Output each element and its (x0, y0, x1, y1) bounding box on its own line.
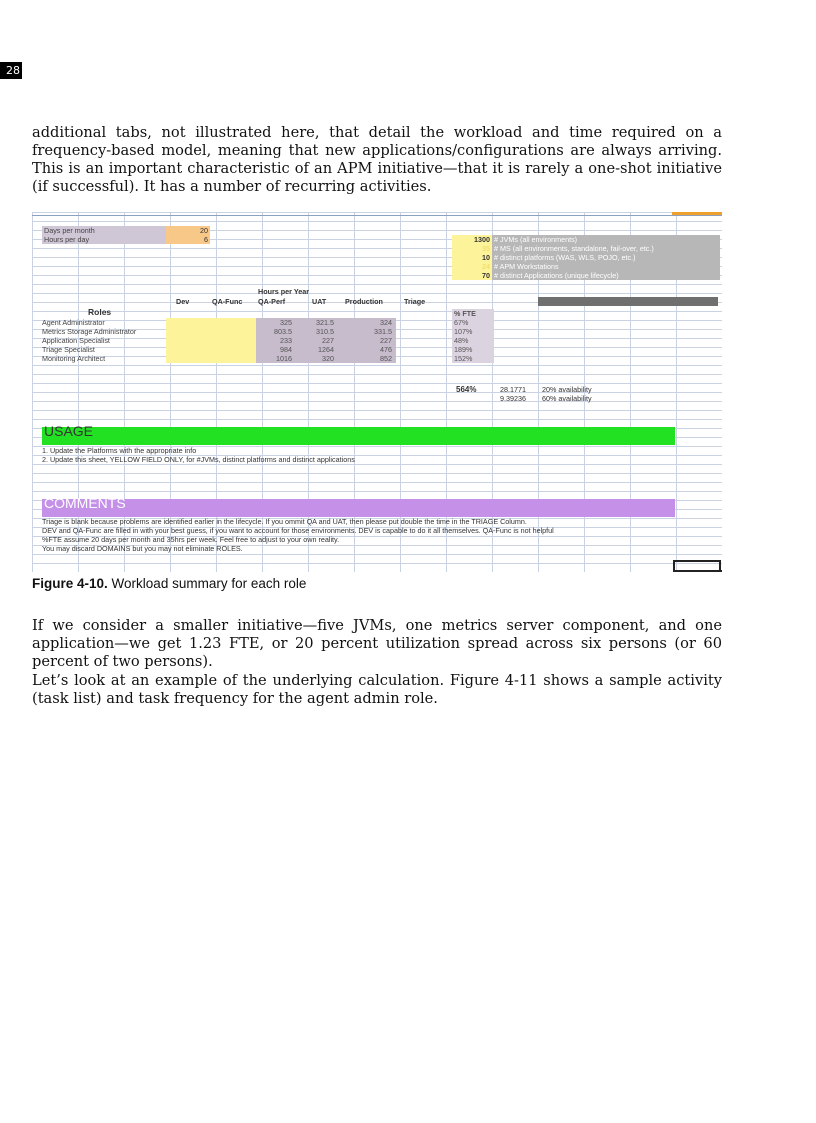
figure-caption-text: Workload summary for each role (111, 576, 307, 591)
column-header: QA-Func (212, 297, 243, 306)
header-dark-bar (538, 297, 718, 306)
figure-caption-label: Figure 4-10. (32, 576, 108, 591)
count-value[interactable]: 24 (452, 262, 492, 271)
fte-percent: 189% (452, 345, 494, 354)
count-label: # distinct Applications (unique lifecycle) (492, 271, 720, 280)
comments-section-header: COMMENTS (42, 499, 675, 517)
roles-header: Roles (88, 307, 112, 317)
count-label: # APM Workstations (492, 262, 720, 271)
usage-section-header: USAGE (42, 427, 675, 445)
figure-caption (32, 576, 306, 591)
production-hours: 852 (350, 354, 392, 363)
param-value[interactable]: 20 (166, 226, 210, 235)
usage-line: 1. Update the Platforms with the appropriate info (42, 446, 197, 455)
column-header: Production (345, 297, 383, 306)
uat-hours: 320 (294, 354, 334, 363)
usage-line: 2. Update this sheet, YELLOW FIELD ONLY, for #JVMs, distinct platforms and distinct applications (42, 455, 355, 464)
count-value[interactable]: 70 (452, 271, 492, 280)
availability-label: 20% availability (542, 385, 592, 394)
role-name: Agent Administrator (42, 318, 105, 327)
comment-line: You may discard DOMAINS but you may not eliminate ROLES. (42, 544, 243, 553)
count-label: # distinct platforms (WAS, WLS, POJO, etc.) (492, 253, 720, 262)
column-header: Dev (176, 297, 190, 306)
qa-perf-hours: 1016 (256, 354, 292, 363)
fte-percent: 152% (452, 354, 494, 363)
production-hours: 227 (350, 336, 392, 345)
role-name: Application Specialist (42, 336, 110, 345)
workload-spreadsheet-figure (32, 212, 722, 572)
uat-hours: 310.5 (294, 327, 334, 336)
intro-paragraph: additional tabs, not illustrated here, that detail the workload and time required on a frequency-based model, meaning that new applications/configurations are always arriving. This is an important characteristic of an APM initiative—that it is rarely a one-shot initiative (if successful). It has a number of recurring activities. (32, 124, 722, 195)
qa-perf-hours: 803.5 (256, 327, 292, 336)
uat-hours: 227 (294, 336, 334, 345)
comment-line: DEV and QA-Func are filled in with your best guess, if you want to account for those environments. DEV is capable to do it all themselves. QA-Func is not helpful (42, 526, 554, 535)
smaller-initiative-paragraph: If we consider a smaller initiative—five JVMs, one metrics server component, and one application—we get 1.23 FTE, or 20 percent utilization spread across six persons (or 60 percent of two persons). (32, 617, 722, 670)
count-label: # MS (all environments, standalone, fail-over, etc.) (492, 244, 720, 253)
qa-perf-hours: 984 (256, 345, 292, 354)
availability-number: 9.39236 (500, 394, 526, 403)
availability-number: 28.1771 (500, 385, 526, 394)
column-header: UAT (312, 297, 327, 306)
calculation-paragraph: Let’s look at an example of the underlying calculation. Figure 4-11 shows a sample activity (task list) and task frequency for the agent admin role. (32, 672, 722, 707)
dev-qa-func-input-area[interactable] (166, 318, 256, 363)
param-label: Hours per day (42, 235, 168, 244)
comment-line: %FTE assume 20 days per month and 35hrs per week. Feel free to adjust to your own reality. (42, 535, 340, 544)
uat-hours: 321.5 (294, 318, 334, 327)
fte-percent: 107% (452, 327, 494, 336)
fte-percent: 48% (452, 336, 494, 345)
uat-hours: 1264 (294, 345, 334, 354)
count-value[interactable]: 10 (452, 253, 492, 262)
hours-per-year-header: Hours per Year (258, 287, 310, 296)
page-number: 28 (0, 62, 22, 79)
role-name: Triage Specialist (42, 345, 95, 354)
production-hours: 331.5 (350, 327, 392, 336)
column-header: Triage (404, 297, 426, 306)
role-name: Metrics Storage Administrator (42, 327, 137, 336)
role-name: Monitoring Architect (42, 354, 106, 363)
qa-perf-hours: 325 (256, 318, 292, 327)
fte-percent: 67% (452, 318, 494, 327)
count-label: # JVMs (all environments) (492, 235, 720, 244)
selected-cell[interactable] (673, 560, 721, 572)
column-header: QA-Perf (258, 297, 286, 306)
count-value[interactable]: 35 (452, 244, 492, 253)
production-hours: 476 (350, 345, 392, 354)
sheet-top-border (32, 215, 722, 216)
param-label: Days per month (42, 226, 168, 235)
availability-label: 60% availability (542, 394, 592, 403)
count-value[interactable]: 1300 (452, 235, 492, 244)
qa-perf-hours: 233 (256, 336, 292, 345)
param-value[interactable]: 6 (166, 235, 210, 244)
comment-line: Triage is blank because problems are identified earlier in the lifecycle. If you ommit QA and UAT, then please put double the time in the TRIAGE Column. (42, 517, 527, 526)
production-hours: 324 (350, 318, 392, 327)
fte-header: % FTE (452, 309, 494, 318)
total-fte: 564% (456, 385, 477, 394)
